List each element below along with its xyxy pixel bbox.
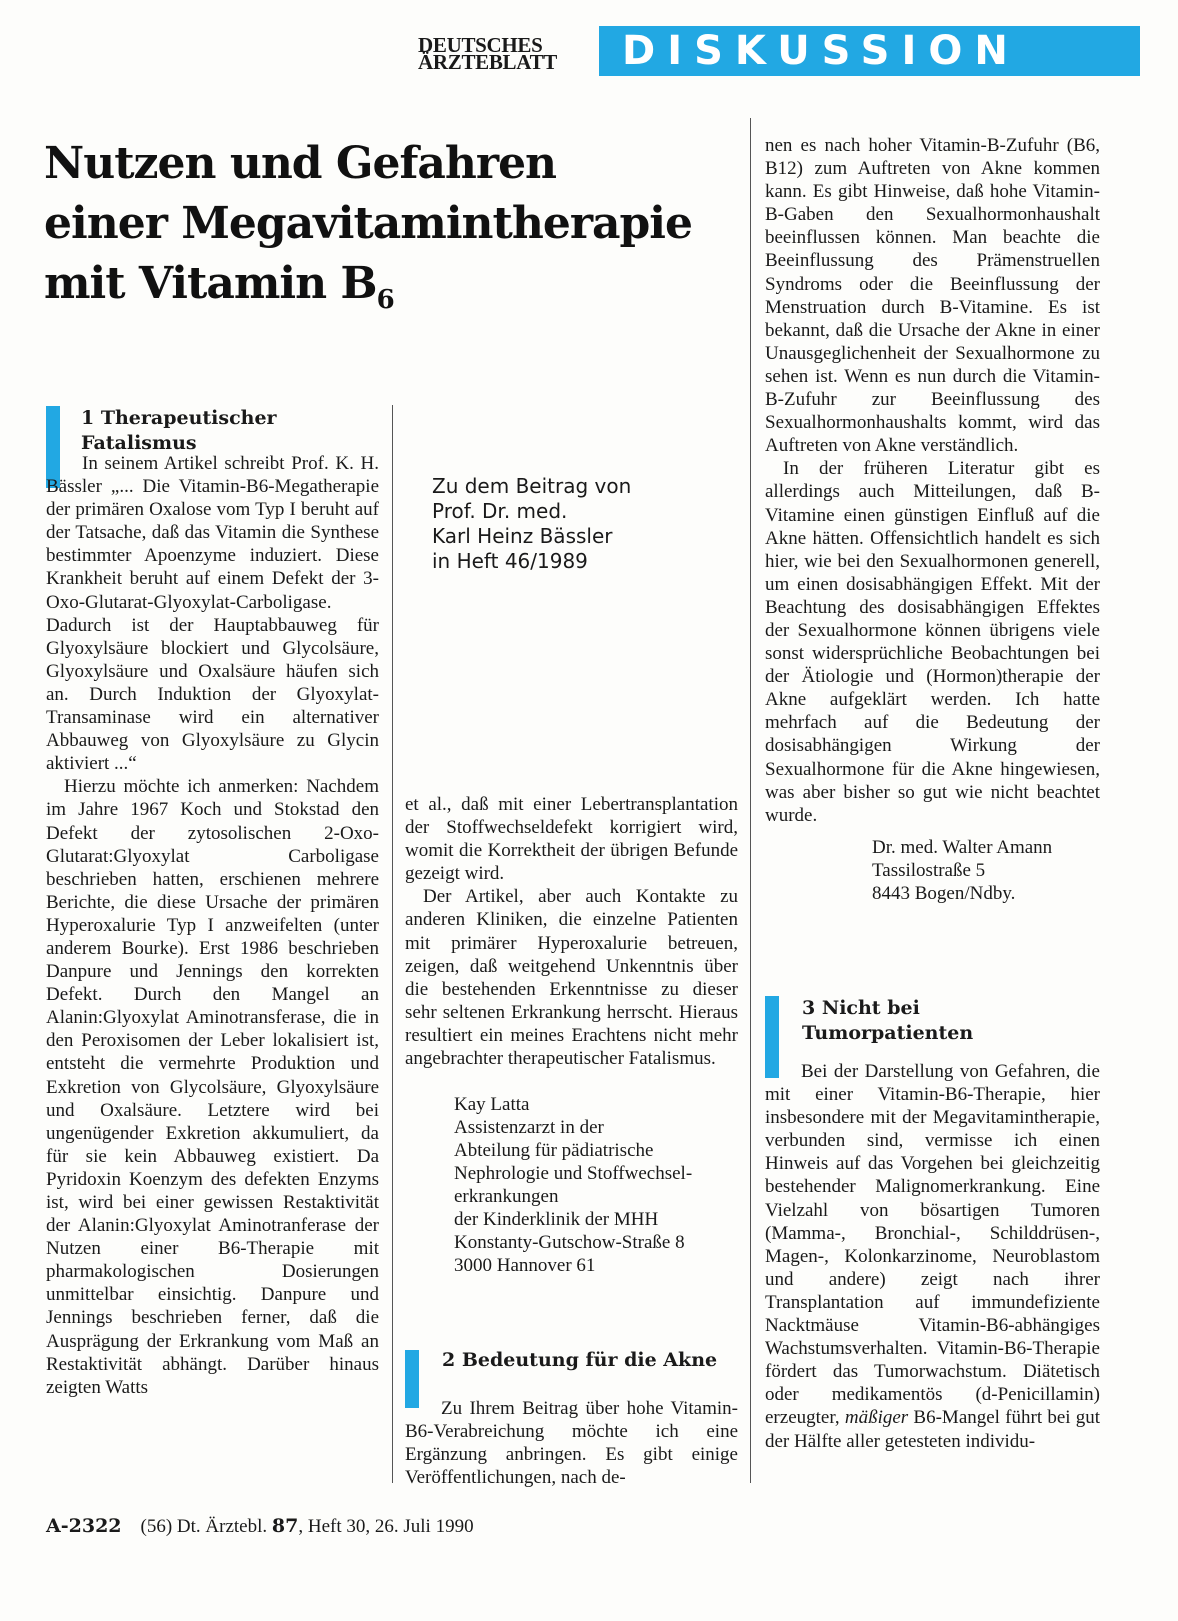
section3-para1-em: mäßiger — [844, 1407, 909, 1429]
section3-heading-line2: Tumorpatienten — [802, 1022, 974, 1044]
section3-text — [765, 1060, 1100, 1453]
intro-reference — [432, 474, 631, 574]
signature-latta-line8: 3000 Hannover 61 — [454, 1255, 596, 1277]
title-line3-text: mit Vitamin B — [44, 258, 377, 309]
section1-heading-line2: Fatalismus — [81, 432, 197, 454]
section2-para1-cont: nen es nach hoher Vitamin-B-Zufuhr (B6, B12) zum Auftreten von Akne kommen kann. Es gibt Hinweise, daß hohe Vitamin-B-Gaben den Sexualhormonhaushalt beeinflussen können. Man beachte die Beeinflussung des Prämenstruellen Syndroms oder die Beeinflussung der Menstruation durch B-Vitamine. Es ist bekannt, daß die Ursache der Akne in einer Unausgeglichenheit der Sexualhormone zu sehen ist. Wenn es nun durch die Vitamin-B-Zufuhr zur Beeinflussung des Sexualhormonhaushalts kommt, wird das Auftreten von Akne verständlich. — [765, 135, 1100, 457]
section3-heading-line1: 3 Nicht bei — [802, 997, 920, 1019]
section2-para2: In der früheren Literatur gibt es allerdings auch Mitteilungen, daß B-Vitamine einen günstigen Einfluß auf die Akne hätten. Offensichtlich handelt es sich hier, wie bei den Sexualhormonen generell, um einen dosisabhängigen Effekt. Mit der Beachtung des dosisabhängigen Effektes der Sexualhormone können übrigens viele sonst widersprüchliche Beobachtungen bei der Ätiologie und (Hormon)therapie der Akne aufgeklärt werden. Ich hatte mehrfach auf die Bedeutung der dosisabhängigen Wirkung der Sexualhormone für die Akne hingewiesen, was aber bisher so gut wie nicht beachtet wurde. — [765, 458, 1100, 826]
signature-latta — [405, 1093, 738, 1277]
signature-latta-line3: Abteilung für pädiatrische — [454, 1140, 654, 1162]
signature-amann-line2: Tassilostraße 5 — [872, 859, 986, 881]
signature-latta-line6: der Kinderklinik der MHH — [454, 1209, 659, 1231]
section3-para1 — [765, 1060, 1100, 1453]
intro-line4: in Heft 46/1989 — [432, 549, 588, 573]
footer-page-number: A-2322 — [46, 1515, 122, 1537]
section3-heading — [802, 996, 973, 1046]
section1-para4: Der Artikel, aber auch Kontakte zu anderen Kliniken, die einzelne Patienten mit primärer Hyperoxalurie betreuen, zeigen, daß weitgehend Unkenntnis über die bestehenden Erkenntnisse zu dieser sehr seltenen Erkrankung herrscht. Hieraus resultiert ein meines Erachtens nicht mehr angebrachter therapeutischer Fatalismus. — [405, 886, 738, 1070]
signature-amann-line1: Dr. med. Walter Amann — [872, 836, 1053, 858]
title-line3 — [44, 254, 692, 314]
footer-volume: 87 — [271, 1515, 299, 1537]
article-title — [44, 134, 692, 314]
signature-latta-line1: Kay Latta — [454, 1094, 530, 1116]
section3-para1-b: B6-Mangel führt bei gut der Hälfte aller getesteten individu- — [765, 1407, 1101, 1452]
title-subscript: 6 — [376, 285, 394, 315]
column-2 — [405, 793, 738, 1277]
section2-intro-text — [405, 1397, 738, 1489]
title-line2: einer Megavitamintherapie — [44, 198, 693, 249]
section3-para1-a: Bei der Darstellung von Gefahren, die mit einer Vitamin-B6-Therapie, hier insbesondere mit der Megavitamintherapie, verbunden sind, vermisse ich einen Hinweis auf das Vorgehen bei gleichzeitig bestehender Malignomerkrankung. Eine Vielzahl von bösartigen Tumoren (Mamma-, Bronchial-, Schilddrüsen-, Magen-, Kolonkarzinome, Neuroblastom und andere) zeigt nach ihrer Transplantation auf immundefiziente Nacktmäuse Vitamin-B6-abhängiges Wachstumsverhalten. Vitamin-B6-Therapie fördert das Tumorwachstum. Diätetisch oder medikamentös (d-Penicillamin) erzeugter, — [765, 1061, 1100, 1429]
section2-para1: Zu Ihrem Beitrag über hohe Vitamin-B6-Verabreichung möchte ich eine Ergänzung anbringen. Es gibt einige Veröffentlichungen, nach de- — [405, 1398, 738, 1489]
column-3 — [765, 134, 1100, 905]
column-rule-1 — [392, 405, 393, 1483]
signature-latta-line4: Nephrologie und Stoffwechsel- — [454, 1163, 693, 1185]
masthead-line1: DEUTSCHES — [418, 33, 543, 57]
section1-heading — [81, 406, 277, 456]
intro-line2: Prof. Dr. med. — [432, 499, 568, 523]
footer-issue: , Heft 30, 26. Juli 1990 — [298, 1516, 474, 1537]
column-rule-2 — [750, 118, 751, 1483]
signature-amann-line3: 8443 Bogen/Ndby. — [872, 882, 1016, 904]
intro-line3: Karl Heinz Bässler — [432, 524, 613, 548]
signature-latta-line5: erkrankungen — [454, 1186, 559, 1208]
footer-journal: (56) Dt. Ärztebl. — [140, 1516, 268, 1537]
section1-para2: Hierzu möchte ich anmerken: Nachdem im Jahre 1967 Koch und Stokstad den Defekt der zytosolischen 2-Oxo-Glutarat:Glyoxylat Carboligase beschrieben hatten, erschienen mehrere Berichte, die diese Ursache der primären Hyperoxalurie Typ I anzweifelten (unter anderem Bourke). Erst 1986 beschrieben Danpure und Jennings den korrekten Defekt. Durch den Mangel an Alanin:Glyoxylat Aminotransferase, die in den Peroxisomen der Leber lokalisiert ist, entsteht die vermehrte Produktion und Exkretion von Glycolsäure, Glyoxylsäure und Oxalsäure. Letztere wird bei ungenügender Exkretion akkumuliert, da für sie kein Abbauweg existiert. Da Pyridoxin Koenzym des defekten Enzyms ist, wird bei einer gewissen Restaktivität der Alanin:Glyoxylat Aminotranferase der Nutzen einer B6-Therapie mit pharmakologischen Dosierungen unmittelbar einsichtig. Danpure und Jennings beschrieben ferner, daß die Ausprägung der Erkrankung vom Maß an Restaktivität abhängt. Darüber hinaus zeigten Watts — [46, 776, 379, 1398]
signature-latta-line7: Konstanty-Gutschow-Straße 8 — [454, 1232, 685, 1254]
signature-amann — [765, 836, 1100, 905]
journal-masthead — [418, 33, 557, 74]
section1-heading-line1: 1 Therapeutischer — [81, 407, 277, 429]
rubric-label: DISKUSSION — [622, 28, 1020, 74]
intro-line1: Zu dem Beitrag von — [432, 474, 632, 498]
masthead-line2: ÄRZTEBLATT — [418, 50, 557, 74]
section1-para1: In seinem Artikel schreibt Prof. K. H. Bässler „... Die Vitamin-B6-Megatherapie der primären Oxalose vom Typ I beruht auf der Tatsache, daß das Vitamin die Synthese bestimmter Apoenzyme induziert. Diese Krankheit beruht auf einem Defekt der 3-Oxo-Glutarat-Glyoxylat-Carboligase. Dadurch ist der Hauptabbauweg für Glyoxylsäure blockiert und Glycolsäure, Glyoxylsäure und Oxalsäure häufen sich an. Durch Induktion der Glyoxylat-Transaminase wird ein alternativer Abbauweg von Glyoxylsäure zu Glycin aktiviert ...“ — [46, 453, 379, 775]
section2-heading: 2 Bedeutung für die Akne — [442, 1349, 718, 1371]
page-footer — [46, 1515, 474, 1538]
signature-latta-line2: Assistenzarzt in der — [454, 1117, 604, 1139]
title-line1: Nutzen und Gefahren — [44, 138, 557, 189]
section1-para3: et al., daß mit einer Lebertransplantation der Stoffwechseldefekt korrigiert wird, womit die Korrektheit der übrigen Befunde gezeigt wird. — [405, 794, 738, 885]
column-1 — [46, 453, 379, 1399]
